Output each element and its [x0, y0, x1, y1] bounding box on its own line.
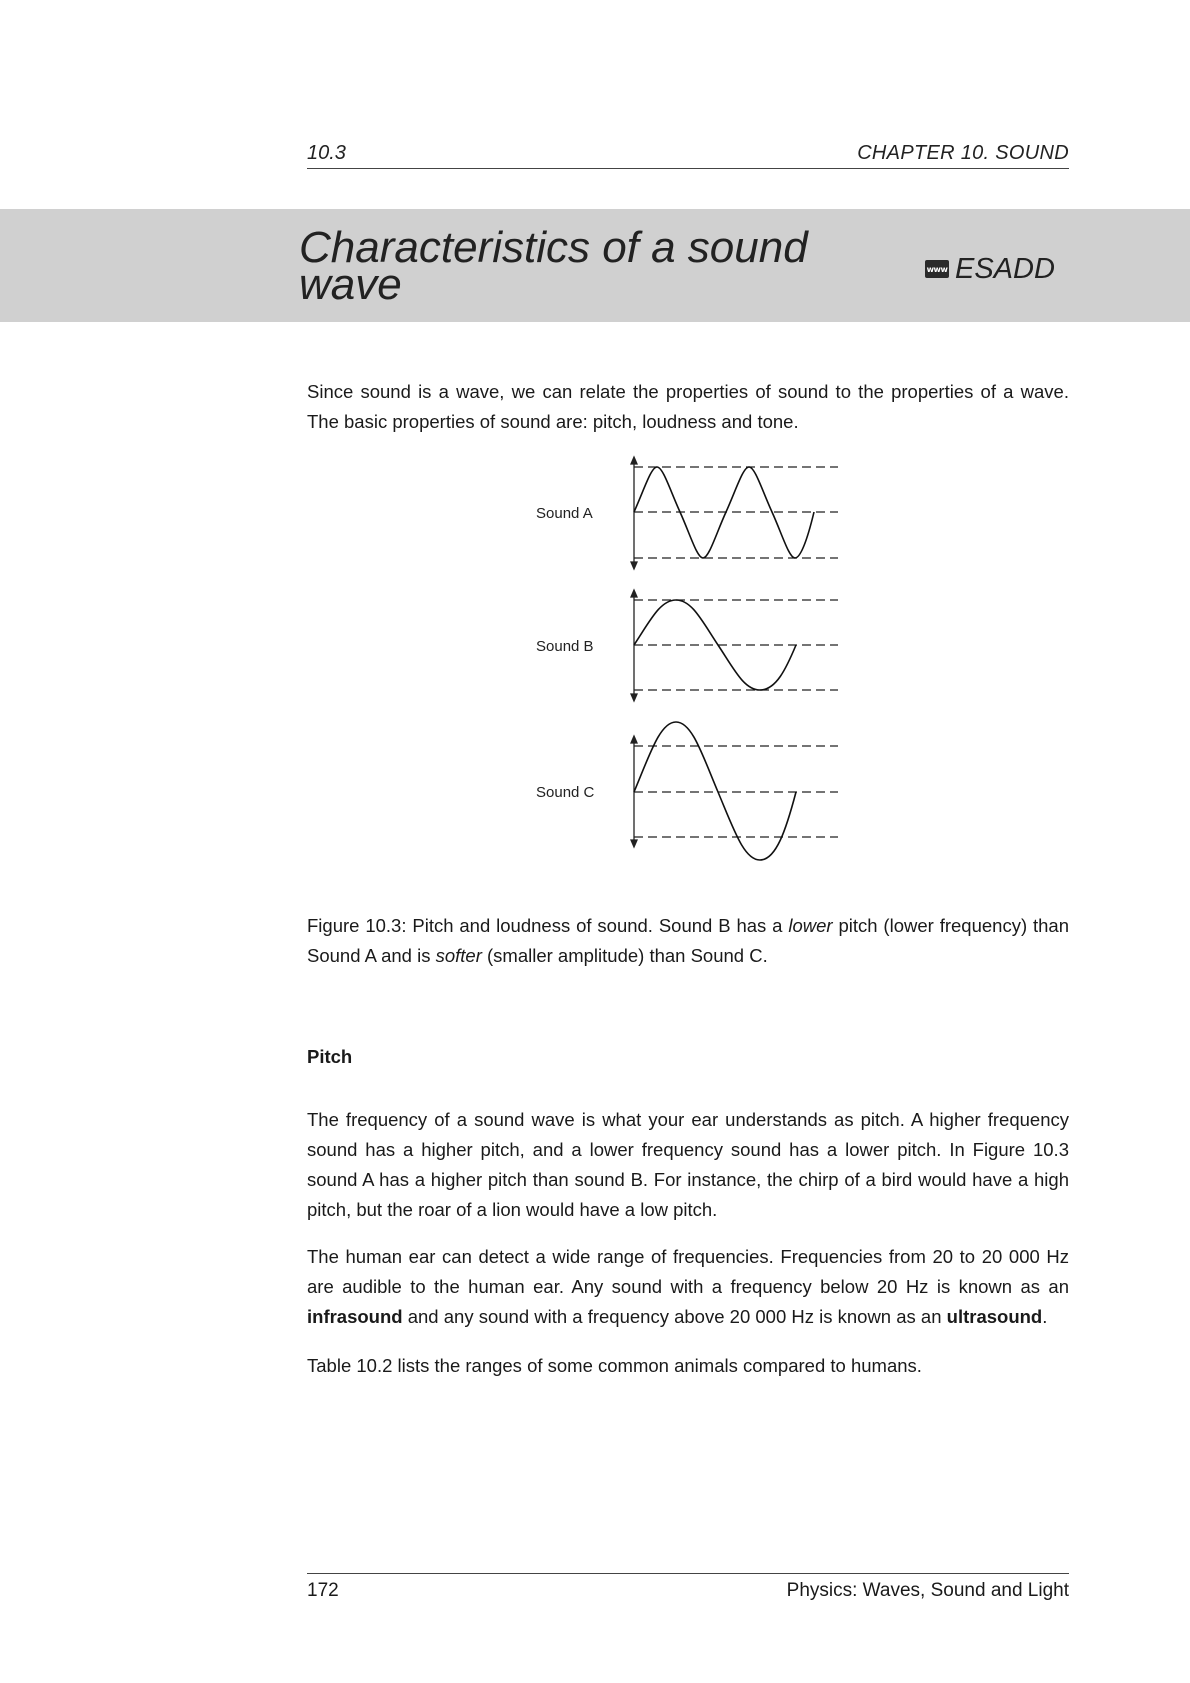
caption-text-3: (smaller amplitude) than Sound C.: [481, 945, 768, 966]
term-ultrasound: ultrasound: [946, 1306, 1043, 1327]
figure-caption: [307, 911, 1069, 971]
intro-paragraph: Since sound is a wave, we can relate the properties of sound to the properties of a wave. The basic properties of sound are: pitch, loudness and tone.: [307, 381, 1069, 432]
sound-c-wave: [634, 722, 796, 860]
pitch-paragraph: The frequency of a sound wave is what your ear understands as pitch. A higher frequency sound has a higher pitch, and a lower frequency sound has a lower pitch. In Figure 10.3 sound A has a higher pitch than sound B. For instance, the chirp of a bird would have a high pitch, but the roar of a lion would have a low pitch.: [307, 1109, 1069, 1220]
pitch-heading: Pitch: [307, 1046, 353, 1067]
caption-text-2: pitch (lower frequency) than Sound A and is: [307, 915, 1069, 966]
caption-emphasis-lower: lower: [788, 915, 833, 936]
frequency-range-paragraph: [307, 1242, 1069, 1332]
figure-sound-waves: [520, 455, 860, 865]
section-title: Characteristics of a sound wave: [299, 223, 808, 309]
term-infrasound: infrasound: [307, 1306, 403, 1327]
section-number: 10.3: [307, 142, 346, 164]
label-sound-a: Sound A: [536, 505, 593, 522]
range-text-3: .: [1042, 1306, 1048, 1327]
caption-text-1: Figure 10.3: Pitch and loudness of sound. Sound B has a: [307, 915, 789, 936]
label-sound-c: Sound C: [536, 784, 595, 801]
www-icon: www: [925, 260, 949, 278]
caption-emphasis-softer: softer: [435, 945, 482, 966]
table-reference-paragraph: Table 10.2 lists the ranges of some common animals compared to humans.: [307, 1355, 922, 1376]
page-number: 172: [307, 1580, 339, 1601]
esadd-link[interactable]: [925, 249, 1055, 289]
esadd-code: ESADD: [955, 252, 1055, 285]
sound-b-wave: [634, 600, 796, 690]
chapter-title: CHAPTER 10. SOUND: [857, 142, 1069, 164]
section-title-band: [0, 209, 1190, 322]
label-sound-b: Sound B: [536, 638, 594, 655]
range-text-1: The human ear can detect a wide range of frequencies. Frequencies from 20 to 20 000 Hz are audible to the human ear. Any sound with a frequency below 20 Hz is known as an: [307, 1246, 1069, 1297]
running-header: [307, 140, 1069, 169]
footer-rule: [307, 1573, 1069, 1574]
range-text-2: and any sound with a frequency above 20 000 Hz is known as an: [402, 1306, 947, 1327]
book-title: Physics: Waves, Sound and Light: [786, 1580, 1069, 1601]
waves-diagram: [520, 455, 860, 865]
